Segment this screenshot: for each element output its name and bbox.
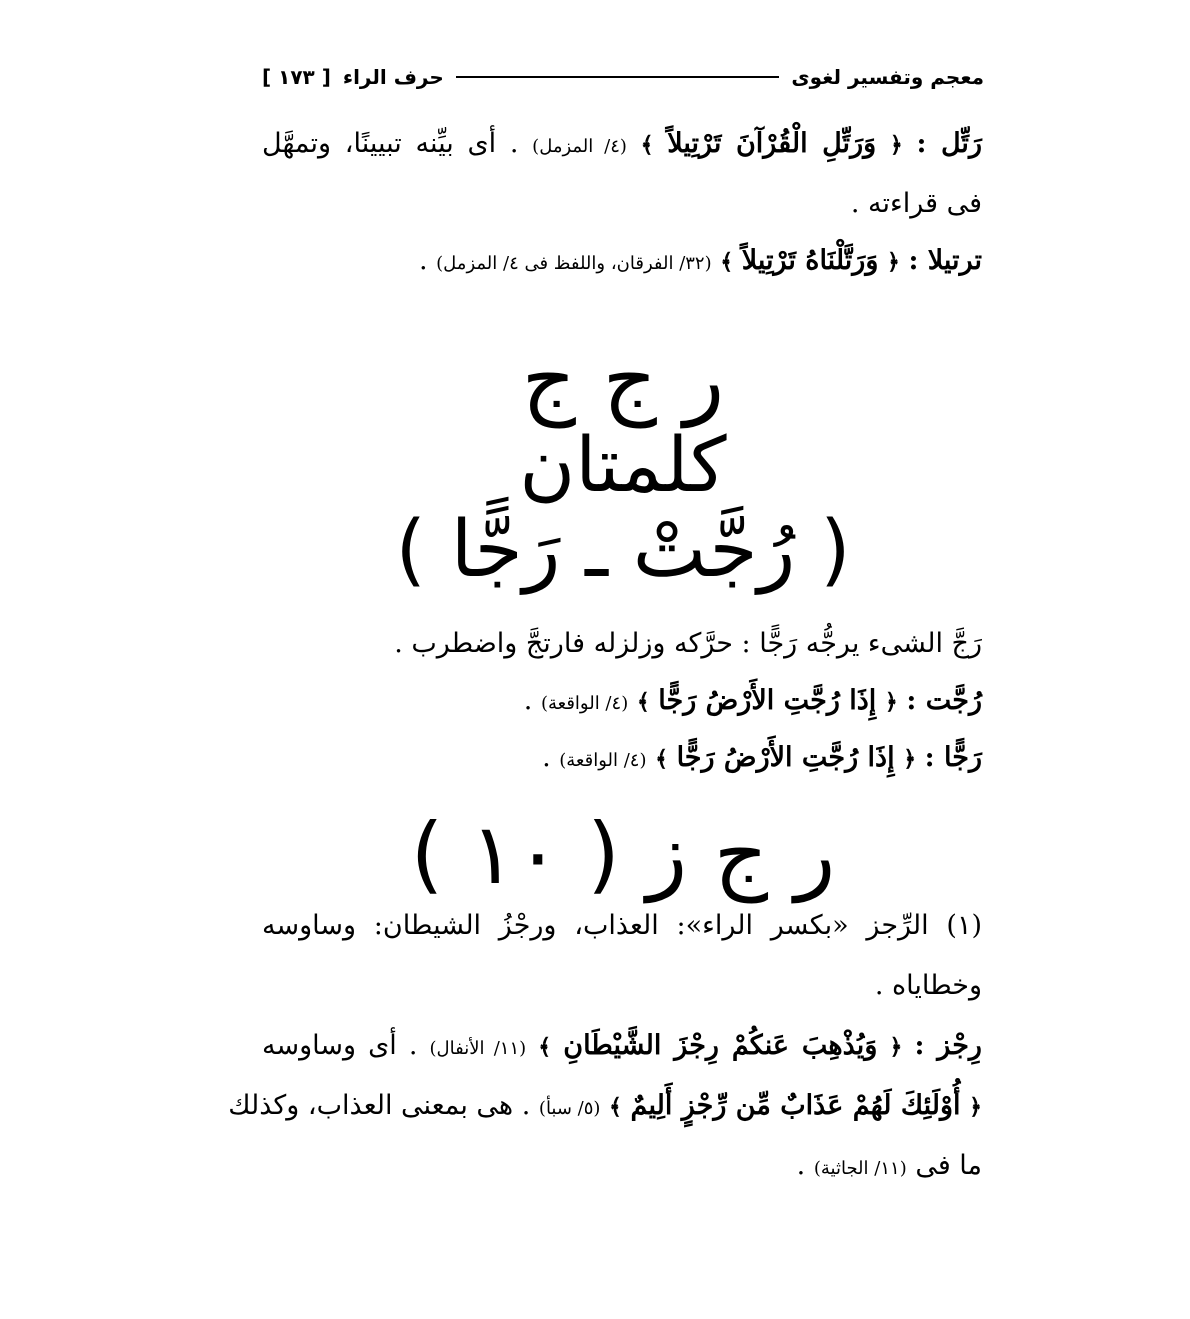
quran-brace-close: ﴾ (538, 1034, 552, 1060)
entry-tartil (419, 245, 982, 276)
entry-rattil-line2 (851, 188, 982, 219)
verse-reference: (٥/ سبأ) (538, 1098, 601, 1119)
book-title: معجم وتفسير لغوى (791, 65, 984, 89)
meaning-text-cont: وخطاياه . (874, 970, 982, 1001)
entry-rijz-line3 (797, 1150, 982, 1181)
verse-reference: (٤/ المزمل) (532, 136, 627, 157)
entry-explanation: . هى بمعنى العذاب، وكذلك (228, 1090, 531, 1121)
verse-reference: (٤/ الواقعة) (540, 693, 629, 714)
quran-brace-close: ﴾ (636, 689, 650, 715)
entry-term: رِجْز : (914, 1030, 982, 1061)
meaning-text: (١) الرِّجز «بكسر الراء»: العذاب، ورجْزُ الشيطان: وساوسه (262, 910, 982, 941)
entry-term: رَجًّا : (924, 742, 982, 773)
word-list-heading: ( رُجَّتْ ـ رَجًّا ) (395, 505, 851, 595)
entry-explanation: . أى وساوسه (262, 1030, 418, 1061)
entry-rattil-line1 (262, 128, 982, 159)
quran-brace-open: ﴿ (884, 689, 898, 715)
quran-verse: وَرَتَّلْنَاهُ تَرْتِيلاً (741, 245, 879, 276)
definition-text: رَجَّ الشىء يرجُّه رَجًّا : حرَّكه وزلزله فارتجَّ واضطرب . (394, 628, 982, 659)
quran-brace-open: ﴿ (969, 1094, 982, 1120)
entry-end: . (796, 1150, 806, 1181)
quran-brace-open: ﴿ (903, 746, 917, 772)
quran-verse: أُوْلَئِكَ لَهُمْ عَذَابٌ مِّن رِّجْزٍ أَلِيمٌ (630, 1090, 961, 1121)
entry-rujjat (524, 685, 982, 716)
section-title: حرف الراء (342, 65, 444, 89)
quran-brace-close: ﴾ (640, 132, 654, 158)
running-header (262, 62, 984, 92)
entry-end: . (542, 742, 551, 773)
entry-end: . (418, 245, 428, 276)
quran-verse: إِذَا رُجَّتِ الأَرْضُ رَجًّا (676, 742, 895, 773)
entry-rijz-line2 (228, 1090, 982, 1121)
root-heading-rjz: ر ج ز ( ١٠ ) (410, 805, 836, 903)
entry-term: ترتيلا : (908, 245, 982, 276)
quran-brace-close: ﴾ (720, 249, 734, 275)
meaning-1-line2 (875, 970, 982, 1001)
entry-explanation: . أى بيِّنه تبيينًا، وتمهَّل (262, 128, 519, 159)
verse-reference: (١١/ الأنفال) (429, 1038, 527, 1059)
root-definition (394, 628, 982, 659)
verse-reference: (١١/ الجاثية) (813, 1158, 907, 1179)
entry-rajja (542, 742, 982, 773)
quran-verse: وَيُذْهِبَ عَنكُمْ رِجْزَ الشَّيْطَانِ (563, 1030, 878, 1061)
quran-brace-open: ﴿ (889, 132, 903, 158)
root-heading-rjj: ر ج ج (521, 330, 725, 428)
entry-term: رُجَّت : (906, 685, 982, 716)
quran-verse: إِذَا رُجَّتِ الأَرْضُ رَجًّا (658, 685, 877, 716)
verse-reference: (٤/ الواقعة) (559, 750, 647, 771)
word-count-heading: كلمتان (519, 420, 727, 509)
entry-term: رَتِّل : (916, 128, 982, 159)
entry-end: . (523, 685, 533, 716)
quran-brace-close: ﴾ (609, 1094, 622, 1120)
quran-brace-open: ﴿ (886, 249, 900, 275)
quran-brace-close: ﴾ (655, 746, 668, 772)
meaning-1-line1 (262, 910, 982, 941)
page-number: [ ١٧٣ ] (262, 65, 331, 89)
entry-explanation: ما فى (915, 1150, 982, 1181)
verse-reference: (٣٢/ الفرقان، واللفظ فى ٤/ المزمل) (436, 253, 712, 274)
quran-verse: وَرَتِّلِ الْقُرْآنَ تَرْتِيلاً (667, 128, 877, 159)
entry-rijz-line1 (262, 1030, 982, 1061)
header-rule (456, 76, 780, 78)
entry-explanation-cont: فى قراءته . (850, 188, 982, 219)
quran-brace-open: ﴿ (889, 1034, 903, 1060)
